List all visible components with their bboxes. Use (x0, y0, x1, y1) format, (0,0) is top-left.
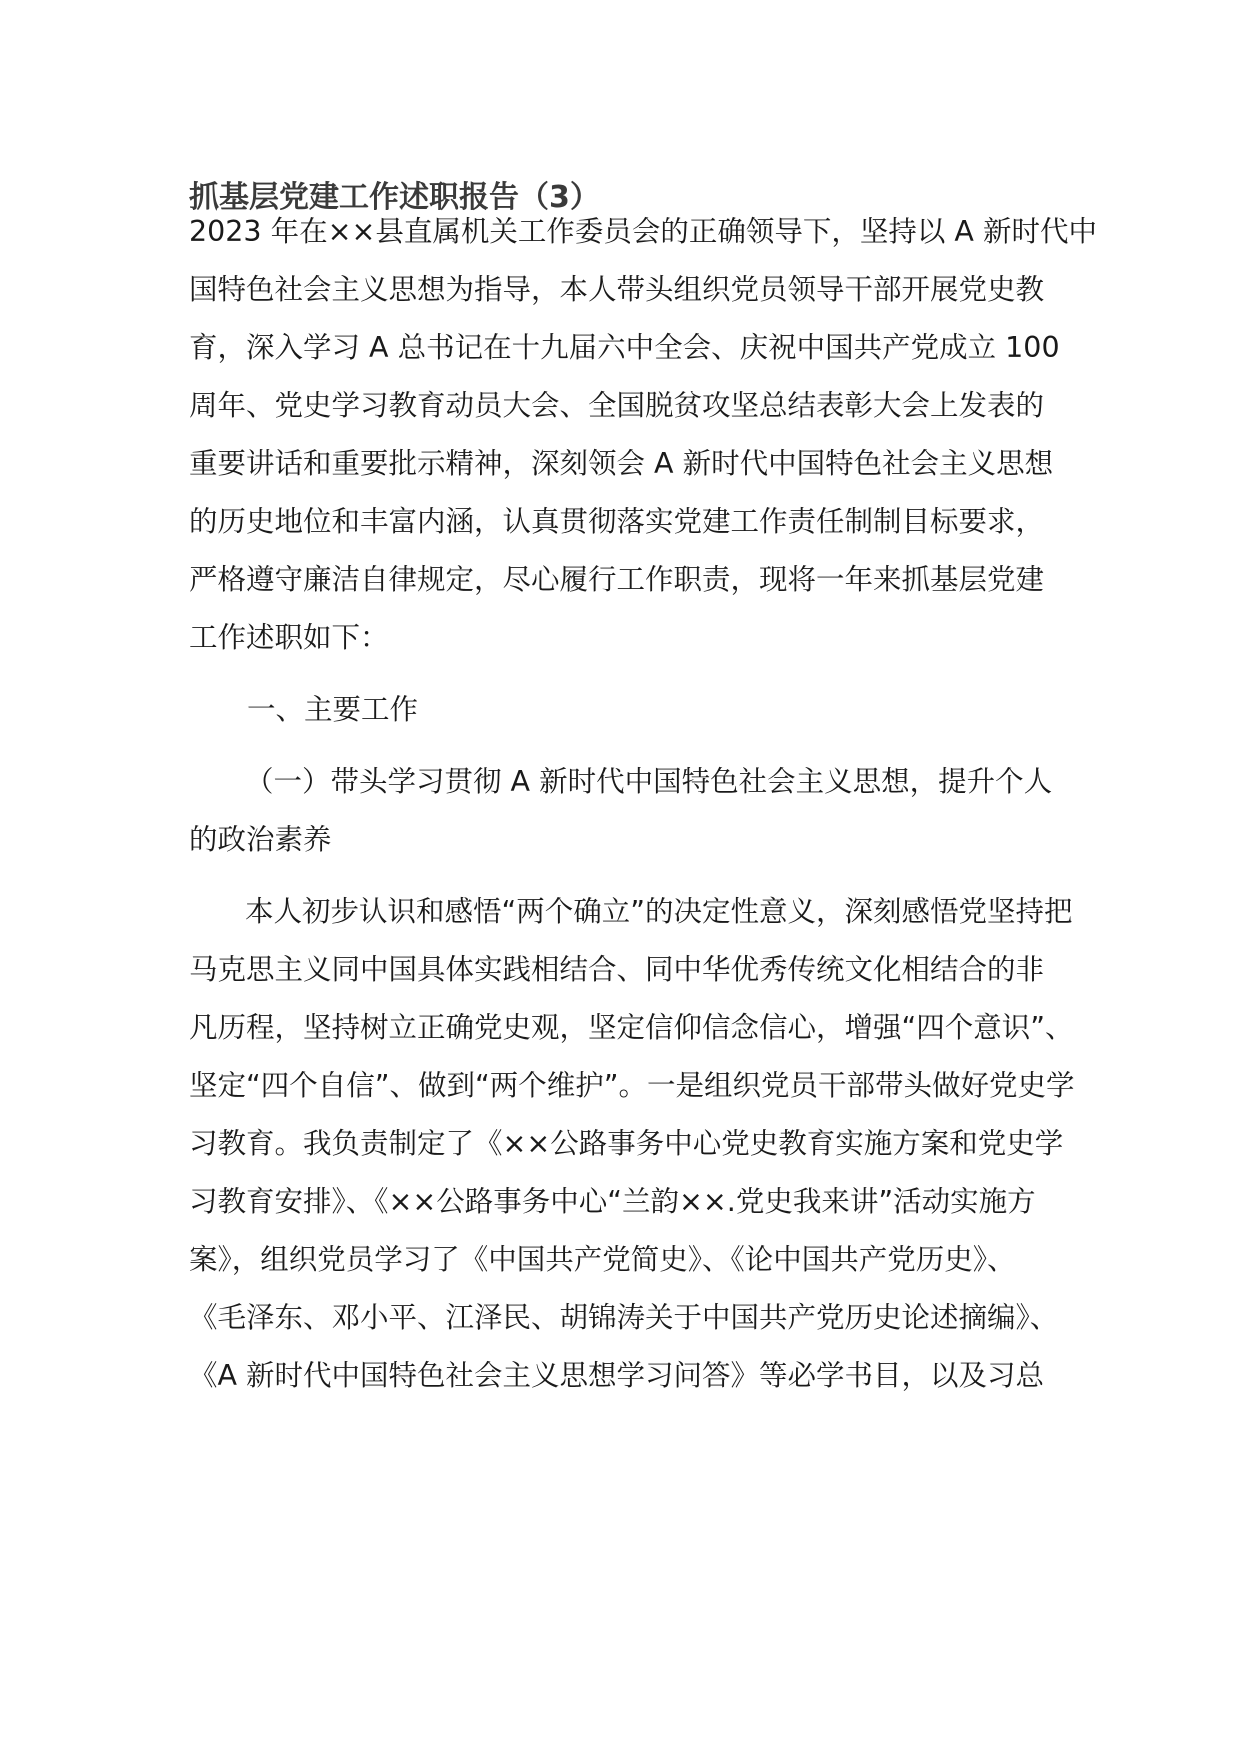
paragraph-line: 坚定“四个自信”、做到“两个维护”。一是组织党员干部带头做好党史学 (189, 1069, 1075, 1102)
intro-line: 的历史地位和丰富内涵，认真贯彻落实党建工作责任制制目标要求， (189, 505, 1045, 538)
paragraph-line: 马克思主义同中国具体实践相结合、同中华优秀传统文化相结合的非 (189, 953, 1045, 986)
intro-line: 2023 年在××县直属机关工作委员会的正确领导下，坚持以 A 新时代中 (189, 215, 1097, 248)
subsection-heading-line: 的政治素养 (189, 823, 332, 856)
paragraph-line: 习教育。我负责制定了《××公路事务中心党史教育实施方案和党史学 (189, 1127, 1064, 1160)
intro-line: 国特色社会主义思想为指导，本人带头组织党员领导干部开展党史教 (189, 273, 1045, 306)
subsection-heading-line: （一）带头学习贯彻 A 新时代中国特色社会主义思想，提升个人 (245, 765, 1053, 798)
intro-line: 育，深入学习 A 总书记在十九届六中全会、庆祝中国共产党成立 100 (189, 331, 1060, 364)
paragraph-line: 案》，组织党员学习了《中国共产党简史》、《论中国共产党历史》、 (189, 1243, 1016, 1276)
document-title: 抓基层党建工作述职报告（3） (189, 180, 600, 215)
paragraph-line: 《毛泽东、邓小平、江泽民、胡锦涛关于中国共产党历史论述摘编》、 (189, 1301, 1059, 1334)
paragraph-line: 习教育安排》、《××公路事务中心“兰韵××.党史我来讲”活动实施方 (189, 1185, 1036, 1218)
paragraph-line: 《A 新时代中国特色社会主义思想学习问答》等必学书目，以及习总 (189, 1359, 1045, 1392)
intro-line: 周年、党史学习教育动员大会、全国脱贫攻坚总结表彰大会上发表的 (189, 389, 1045, 422)
intro-line: 重要讲话和重要批示精神，深刻领会 A 新时代中国特色社会主义思想 (189, 447, 1054, 480)
intro-line: 工作述职如下： (189, 621, 389, 654)
section-heading: 一、主要工作 (247, 693, 419, 726)
intro-line: 严格遵守廉洁自律规定，尽心履行工作职责，现将一年来抓基层党建 (189, 563, 1045, 596)
paragraph-line: 凡历程，坚持树立正确党史观，坚定信仰信念信心，增强“四个意识”、 (189, 1011, 1074, 1044)
paragraph-line: 本人初步认识和感悟“两个确立”的决定性意义，深刻感悟党坚持把 (245, 895, 1073, 928)
